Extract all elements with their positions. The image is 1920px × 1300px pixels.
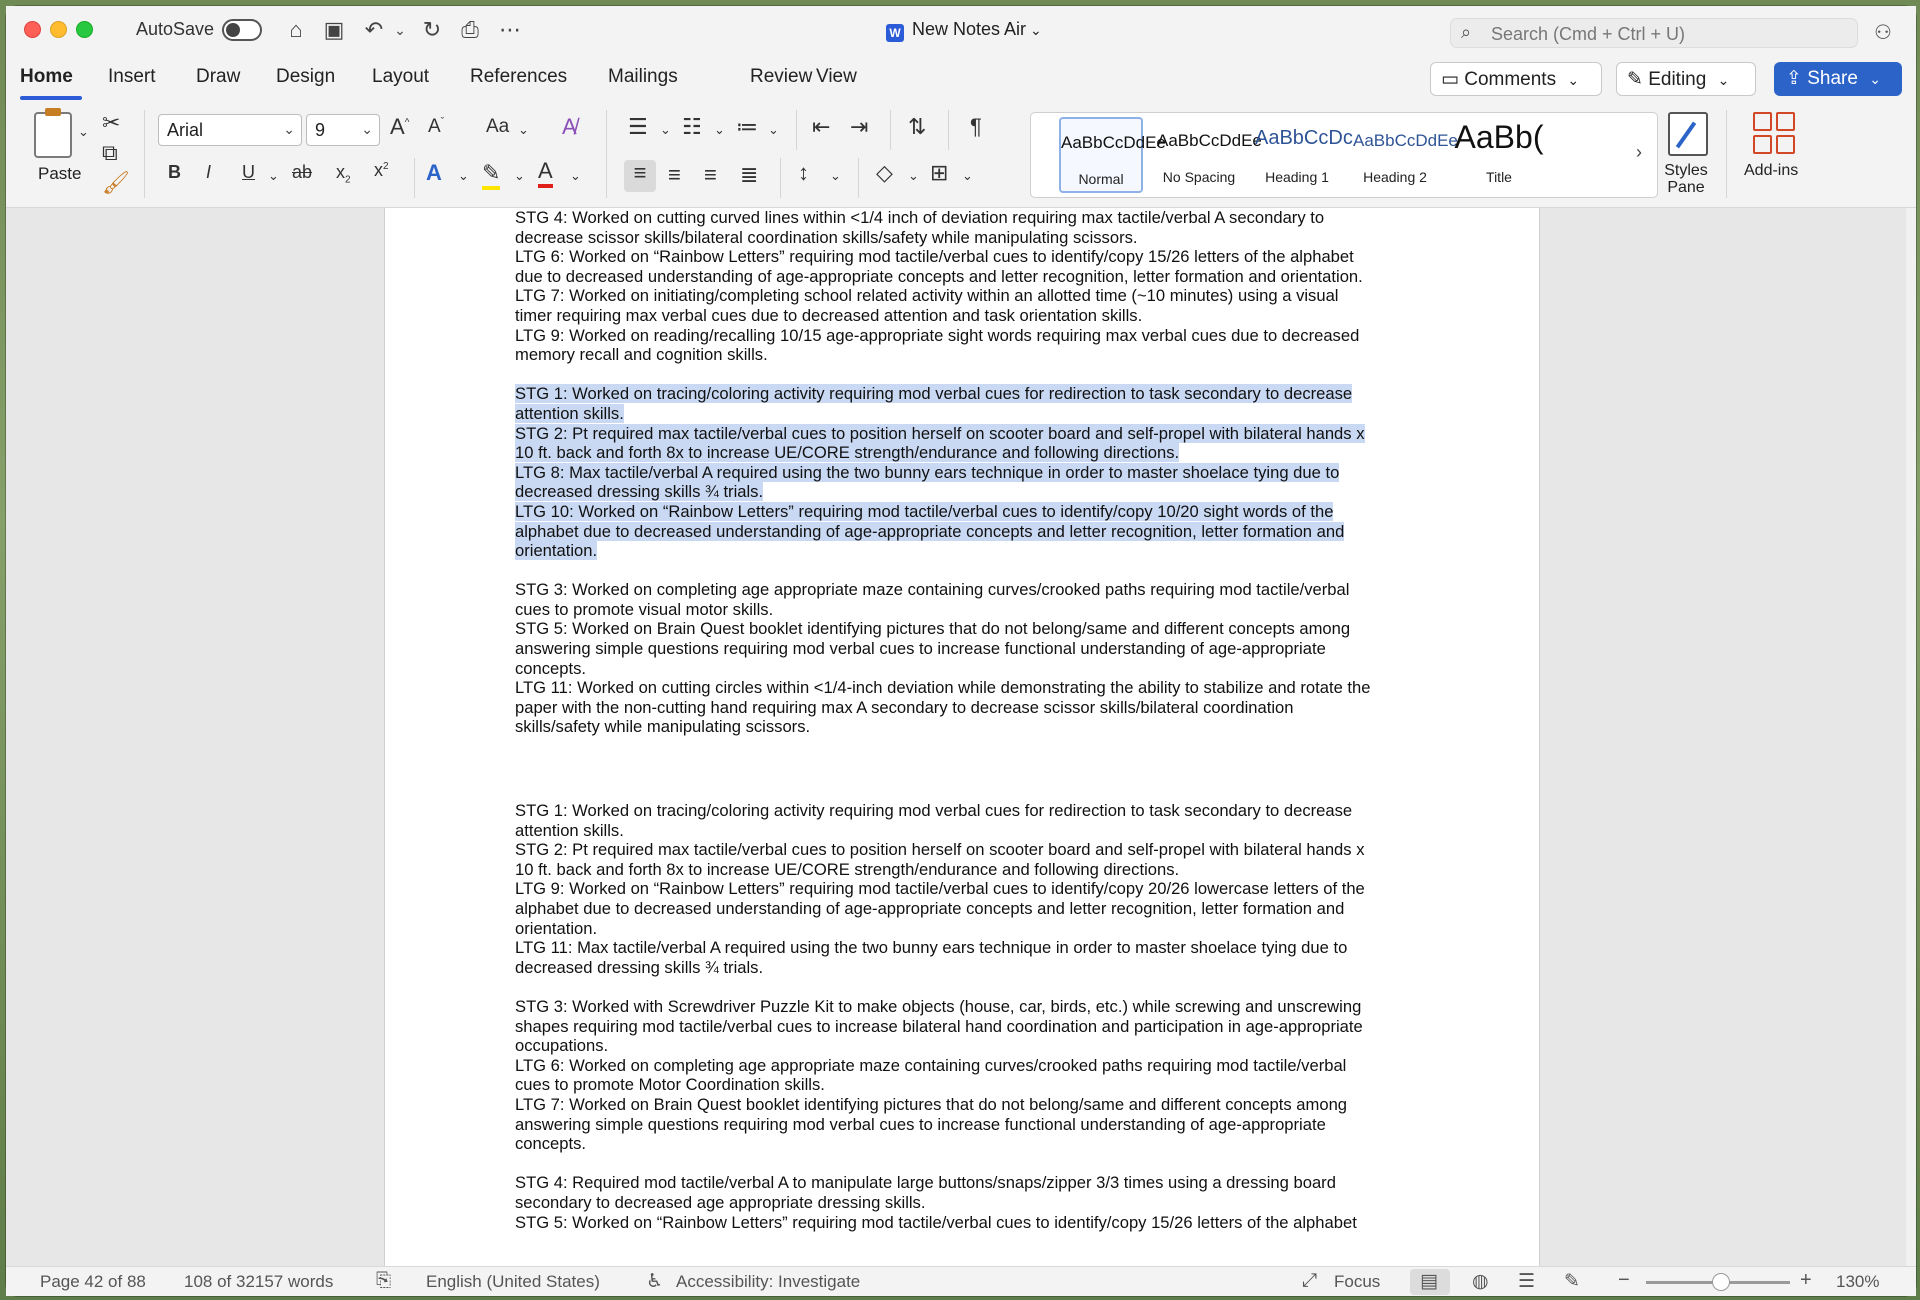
search-icon: ⌕ — [1461, 22, 1472, 42]
tab-layout[interactable]: Layout — [372, 66, 430, 87]
style-heading-1[interactable]: AaBbCcDc Heading 1 — [1255, 127, 1353, 185]
sort-icon[interactable]: ⇅ — [908, 114, 927, 139]
align-right-icon[interactable]: ≡ — [704, 162, 717, 187]
zoom-in-icon[interactable]: + — [1800, 1269, 1812, 1291]
text-line[interactable]: LTG 11: Worked on cutting circles within <1/4-inch deviation while demonstrating the ability to stabilize and rotate the — [515, 678, 1371, 698]
tab-references[interactable]: References — [470, 66, 568, 87]
bold-icon[interactable]: B — [168, 162, 181, 182]
styles-gallery-more-icon[interactable]: › — [1636, 142, 1642, 162]
text-line[interactable]: attention skills. — [515, 403, 624, 423]
shading-icon[interactable]: ◇ — [876, 160, 893, 185]
tab-insert[interactable]: Insert — [108, 66, 156, 87]
increase-indent-icon[interactable]: ⇥ — [850, 114, 869, 139]
paste-label[interactable]: Paste — [38, 164, 82, 183]
text-line[interactable]: answering simple questions requiring mod verbal cues to increase functional understanding of age-appropriate — [515, 639, 1326, 659]
focus-icon[interactable]: ⤢ — [1302, 1270, 1318, 1291]
text-line[interactable]: LTG 9: Worked on “Rainbow Letters” requiring mod tactile/verbal cues to identify/copy 20/26 lowercase letters of the — [515, 879, 1365, 899]
text-line[interactable]: STG 4: Worked on cutting curved lines within <1/4 inch of deviation requiring max tactile/verbal A secondary to — [515, 208, 1325, 227]
paragraph-block-4[interactable] — [515, 801, 1405, 977]
ribbon-home — [6, 104, 1916, 208]
text-line[interactable]: decreased dressing skills ¾ trials. — [515, 957, 764, 977]
borders-chevron-icon[interactable]: ⌄ — [962, 168, 973, 183]
zoom-window-button[interactable] — [76, 21, 93, 38]
text-line[interactable]: orientation. — [515, 918, 598, 938]
web-layout-icon[interactable]: ◍ — [1472, 1271, 1489, 1292]
show-formatting-marks-icon[interactable]: ¶ — [970, 114, 982, 139]
title-chevron-icon: ⌄ — [1030, 22, 1042, 38]
change-case-icon[interactable]: Aa — [486, 116, 510, 137]
zoom-out-icon[interactable]: − — [1618, 1269, 1630, 1291]
autosave-label: AutoSave — [136, 19, 215, 39]
tab-mailings[interactable]: Mailings — [608, 66, 678, 87]
text-effects-chevron-icon[interactable]: ⌄ — [458, 168, 469, 183]
print-layout-icon[interactable]: ▤ — [1420, 1271, 1438, 1292]
paragraph-block-3[interactable] — [515, 580, 1405, 737]
font-size-chevron-icon: ⌄ — [361, 121, 373, 137]
align-left-icon[interactable]: ≡ — [624, 160, 656, 192]
paste-chevron-icon[interactable]: ⌄ — [78, 124, 89, 139]
text-line[interactable]: STG 1: Worked on tracing/coloring activity requiring mod verbal cues for redirection to task secondary to decrease — [515, 801, 1353, 821]
text-line[interactable]: memory recall and cognition skills. — [515, 345, 768, 365]
home-icon[interactable]: ⌂ — [289, 17, 303, 42]
comments-chevron-icon: ⌄ — [1567, 72, 1580, 88]
focus-button[interactable]: Focus — [1334, 1272, 1381, 1291]
word-window — [6, 6, 1916, 1296]
draft-view-icon[interactable]: ✎ — [1564, 1271, 1580, 1292]
subscript-icon[interactable]: $x_2$ — [336, 162, 351, 186]
underline-chevron-icon[interactable]: ⌄ — [268, 168, 279, 183]
style-title[interactable]: AaBb( Title — [1454, 119, 1544, 185]
accessibility-icon[interactable]: ♿ — [646, 1271, 664, 1292]
tab-review[interactable]: Review — [750, 66, 813, 87]
title-bar — [6, 6, 1916, 54]
page-count[interactable]: Page 42 of 88 — [40, 1272, 146, 1291]
comments-button[interactable]: ▭ Comments ⌄ — [1430, 62, 1602, 96]
comment-icon: ▭ — [1441, 69, 1459, 90]
tab-home[interactable]: Home — [20, 66, 73, 87]
cut-icon[interactable]: ✂ — [102, 110, 121, 135]
tab-draw[interactable]: Draw — [196, 66, 241, 87]
multilevel-list-icon[interactable]: ≔ — [736, 114, 758, 139]
paragraph-block-1[interactable] — [515, 208, 1405, 365]
text-line[interactable]: paper with the non-cutting hand requiring max A secondary to decrease scissor skills/bilateral coordination — [515, 697, 1294, 717]
text-line[interactable]: timer requiring max verbal cues due to decreased attention and task orientation skills. — [515, 305, 1143, 325]
text-line[interactable]: STG 5: Worked on Brain Quest booklet identifying pictures that do not belong/same and different concepts among — [515, 619, 1351, 639]
share-chevron-icon: ⌄ — [1869, 71, 1881, 87]
change-case-chevron-icon[interactable]: ⌄ — [518, 122, 529, 137]
minimize-window-button[interactable] — [50, 21, 67, 38]
text-line[interactable]: decreased dressing skills ¾ trials. — [515, 482, 764, 502]
active-tab-indicator — [20, 96, 82, 100]
text-line[interactable]: LTG 8: Max tactile/verbal A required using the two bunny ears technique in order to master shoelace tying due to — [515, 462, 1340, 482]
text-line[interactable]: STG 3: Worked on completing age appropriate maze containing curves/crooked paths requiring mod tactile/verbal — [515, 580, 1350, 600]
paragraph-block-5[interactable] — [515, 997, 1405, 1154]
text-line[interactable]: LTG 9: Worked on reading/recalling 10/15 age-appropriate sight words requiring max verbal cues due to decreased — [515, 325, 1360, 345]
autosave-toggle[interactable] — [222, 19, 262, 41]
strikethrough-icon[interactable]: ab — [292, 162, 313, 182]
superscript-icon[interactable]: $x^2$ — [374, 160, 389, 180]
text-line[interactable]: STG 5: Worked on “Rainbow Letters” requiring mod tactile/verbal cues to identify/copy 15/26 letters of the alphabet — [515, 1212, 1357, 1232]
zoom-level[interactable]: 130% — [1836, 1272, 1880, 1291]
paragraph-block-2-selected[interactable] — [515, 384, 1405, 560]
editing-mode-button[interactable]: ✎ Editing ⌄ — [1616, 62, 1756, 96]
text-line[interactable]: due to decreased understanding of age-appropriate concepts and letter recognition, letter formation and orientation. — [515, 266, 1363, 286]
redo-icon[interactable]: ↻ — [422, 17, 442, 42]
font-name-chevron-icon: ⌄ — [283, 121, 295, 137]
pencil-icon: ✎ — [1627, 69, 1643, 90]
word-document-icon: W — [886, 24, 904, 42]
justify-icon[interactable]: ≣ — [740, 162, 759, 187]
text-line[interactable]: LTG 10: Worked on “Rainbow Letters” requiring mod tactile/verbal cues to identify/copy 10/20 sight words of the — [515, 501, 1334, 521]
text-line[interactable]: LTG 11: Max tactile/verbal A required using the two bunny ears technique in order to master shoelace tying due to — [515, 938, 1348, 958]
outline-view-icon[interactable]: ☰ — [1518, 1271, 1536, 1292]
text-line[interactable]: STG 3: Worked with Screwdriver Puzzle Kit to make objects (house, car, birds, etc.) while screwing and unscrewing — [515, 996, 1362, 1016]
paste-icon[interactable] — [34, 112, 72, 158]
line-spacing-chevron-icon[interactable]: ⌄ — [830, 168, 841, 183]
text-effects-icon[interactable]: A — [426, 160, 442, 185]
text-line[interactable]: attention skills. — [515, 820, 624, 840]
text-line[interactable]: LTG 6: Worked on completing age appropriate maze containing curves/crooked paths requiring mod tactile/verbal — [515, 1055, 1347, 1075]
word-count[interactable]: 108 of 32157 words — [184, 1272, 334, 1291]
text-line[interactable]: STG 1: Worked on tracing/coloring activity requiring mod verbal cues for redirection to task secondary to decrease — [515, 384, 1353, 404]
increase-font-size-icon[interactable]: A^ — [390, 114, 410, 139]
numbering-icon[interactable]: ☷ — [682, 114, 702, 139]
document-content[interactable] — [515, 208, 1405, 1232]
editing-chevron-icon: ⌄ — [1717, 72, 1730, 88]
styles-pane-button[interactable]: Styles Pane — [1664, 162, 1708, 196]
add-ins-icon[interactable] — [1753, 112, 1795, 154]
print-icon[interactable]: ⎙ — [461, 17, 479, 42]
text-line[interactable]: alphabet due to decreased understanding of age-appropriate concepts and letter recognition, letter formation and — [515, 521, 1345, 541]
text-line[interactable]: shapes requiring mod tactile/verbal cues to increase bilateral hand coordination and participation in age-appropriate — [515, 1016, 1363, 1036]
multilevel-chevron-icon[interactable]: ⌄ — [768, 122, 779, 137]
text-line[interactable]: LTG 7: Worked on initiating/completing school related activity within an allotted time (~10 minutes) using a visual — [515, 286, 1339, 306]
text-line[interactable]: skills/safety while manipulating scissors. — [515, 717, 811, 737]
search-input[interactable]: ⌕ Search (Cmd + Ctrl + U) — [1450, 18, 1858, 48]
document-page — [384, 208, 1540, 1266]
styles-gallery — [1030, 112, 1658, 198]
decrease-font-size-icon[interactable]: $A^ˇ$ — [428, 116, 445, 137]
text-line[interactable]: cues to promote Motor Coordination skills. — [515, 1075, 825, 1095]
text-line[interactable]: concepts. — [515, 1134, 587, 1154]
style-normal[interactable]: AaBbCcDdEe Normal — [1059, 117, 1143, 193]
document-title[interactable]: W New Notes Air ⌄ — [886, 19, 1042, 42]
underline-icon[interactable]: U — [242, 162, 255, 182]
tab-view[interactable]: View — [816, 66, 857, 87]
clear-formatting-icon[interactable]: A̸ — [562, 114, 577, 139]
borders-icon[interactable]: ⊞ — [930, 160, 949, 185]
italic-icon[interactable]: I — [206, 162, 212, 182]
font-color-icon[interactable]: A — [538, 158, 553, 188]
share-button[interactable]: ⇪ Share ⌄ — [1774, 62, 1902, 96]
share-icon: ⇪ — [1786, 68, 1802, 89]
bullets-chevron-icon[interactable]: ⌄ — [660, 122, 671, 137]
copy-icon[interactable]: ⧉ — [102, 140, 118, 165]
format-painter-icon[interactable]: 🖌 — [102, 170, 130, 195]
bullets-icon[interactable]: ☰ — [628, 114, 648, 139]
text-line[interactable]: 10 ft. back and forth 8x to increase UE/CORE strength/endurance and following directions. — [515, 443, 1180, 463]
close-window-button[interactable] — [24, 21, 41, 38]
highlight-color-icon[interactable]: ✎ — [482, 160, 500, 190]
text-line[interactable]: LTG 7: Worked on Brain Quest booklet identifying pictures that do not belong/same and different concepts among — [515, 1094, 1348, 1114]
align-center-icon[interactable]: ≡ — [668, 162, 681, 187]
text-line[interactable]: orientation. — [515, 541, 598, 561]
text-line[interactable]: answering simple questions requiring mod verbal cues to increase functional understanding of age-appropriate — [515, 1114, 1326, 1134]
font-color-chevron-icon[interactable]: ⌄ — [570, 168, 581, 183]
text-line[interactable]: LTG 6: Worked on “Rainbow Letters” requiring mod tactile/verbal cues to identify/copy 15/26 letters of the alphabet — [515, 247, 1354, 267]
style-no-spacing[interactable]: AaBbCcDdEe No Spacing — [1157, 131, 1262, 185]
language-status[interactable]: English (United States) — [426, 1272, 600, 1291]
text-line[interactable]: decrease scissor skills/bilateral coordination skills/safety while manipulating scissors. — [515, 227, 1138, 247]
text-line[interactable]: alphabet due to decreased understanding of age-appropriate concepts and letter recognition, letter formation and — [515, 899, 1345, 918]
proofing-icon[interactable]: ⎘ — [376, 1270, 392, 1291]
font-name-select[interactable]: Arial ⌄ — [158, 114, 302, 146]
tab-design[interactable]: Design — [276, 66, 336, 87]
status-bar — [6, 1266, 1916, 1296]
line-spacing-icon[interactable]: ↕ — [798, 160, 809, 185]
style-heading-2[interactable]: AaBbCcDdEe Heading 2 — [1353, 131, 1458, 185]
text-line[interactable]: STG 2: Pt required max tactile/verbal cues to position herself on scooter board and self-propel with bilateral hands x — [515, 840, 1365, 860]
paragraph-block-6[interactable] — [515, 1173, 1405, 1232]
highlight-chevron-icon[interactable]: ⌄ — [514, 168, 525, 183]
undo-icon[interactable]: ↶ — [364, 17, 384, 42]
save-icon[interactable]: ▣ — [323, 17, 345, 42]
styles-pane-icon[interactable] — [1668, 112, 1708, 156]
numbering-chevron-icon[interactable]: ⌄ — [714, 122, 725, 137]
more-options-icon[interactable]: ⋯ — [499, 17, 521, 42]
vertical-scrollbar[interactable] — [1906, 208, 1916, 1266]
undo-dropdown-chevron-icon[interactable]: ⌄ — [394, 22, 406, 38]
text-line[interactable]: concepts. — [515, 658, 587, 678]
document-area — [6, 208, 1916, 1266]
accessibility-status[interactable]: Accessibility: Investigate — [676, 1272, 861, 1291]
add-ins-button[interactable]: Add-ins — [1744, 162, 1799, 179]
zoom-slider-thumb[interactable] — [1712, 1273, 1730, 1291]
text-line[interactable]: STG 2: Pt required max tactile/verbal cues to position herself on scooter board and self-propel with bilateral hands x — [515, 423, 1365, 443]
text-line[interactable]: STG 4: Required mod tactile/verbal A to manipulate large buttons/snaps/zipper 3/3 times using a dressing board — [515, 1173, 1336, 1193]
font-size-select[interactable]: 9 ⌄ — [306, 114, 380, 146]
text-line[interactable]: cues to promote visual motor skills. — [515, 599, 774, 619]
text-line[interactable]: occupations. — [515, 1036, 609, 1056]
text-line[interactable]: secondary to decreased age appropriate dressing skills. — [515, 1192, 926, 1212]
shading-chevron-icon[interactable]: ⌄ — [908, 168, 919, 183]
text-line[interactable]: 10 ft. back and forth 8x to increase UE/CORE strength/endurance and following directions. — [515, 859, 1180, 879]
share-people-icon[interactable]: ⚇ — [1874, 22, 1892, 44]
decrease-indent-icon[interactable]: ⇤ — [812, 114, 831, 139]
